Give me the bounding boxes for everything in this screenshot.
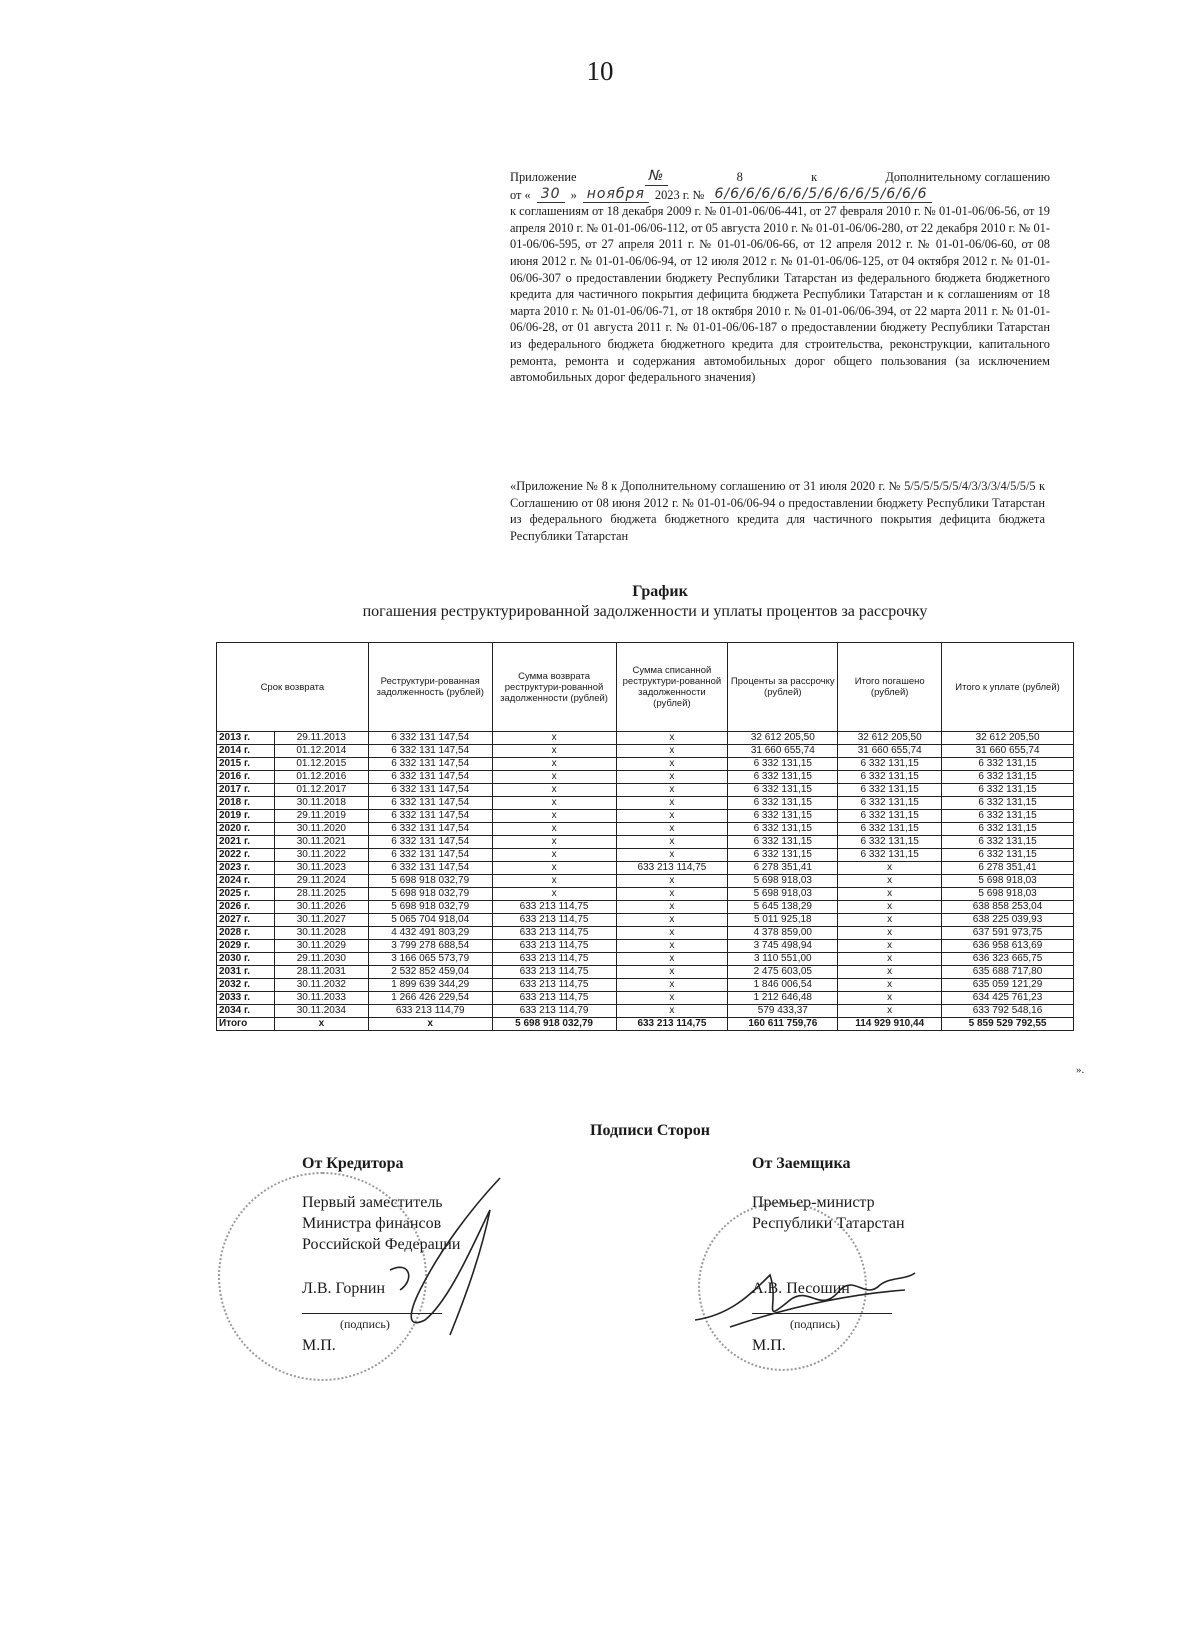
cell-total-repaid: 31 660 655,74 [838,745,942,758]
total-cell-total-repaid: 114 929 910,44 [838,1018,942,1031]
cell-written-off: x [616,771,728,784]
cell-repayment: 633 213 114,79 [492,1005,616,1018]
cell-year: 2032 г. [217,979,275,992]
cell-due-date: 30.11.2018 [274,797,368,810]
cell-total-payable: 6 332 131,15 [942,823,1074,836]
cell-year: 2021 г. [217,836,275,849]
cell-interest: 1 846 006,54 [728,979,838,992]
cell-total-repaid: x [838,901,942,914]
cell-interest: 6 332 131,15 [728,836,838,849]
table-header-row [217,643,1074,732]
cell-written-off: x [616,849,728,862]
cell-total-repaid: x [838,992,942,1005]
page-number: 10 [586,56,614,86]
cell-repayment: x [492,888,616,901]
cell-restructured: 5 065 704 918,04 [368,914,492,927]
cell-written-off: x [616,732,728,745]
cell-total-repaid: 6 332 131,15 [838,797,942,810]
annex-head-line-1 [510,168,1050,186]
cell-year: 2028 г. [217,927,275,940]
total-cell-year: Итого [217,1018,275,1031]
header-total-repaid: Итого погашено (рублей) [838,643,942,732]
cell-due-date: 30.11.2020 [274,823,368,836]
cell-repayment: 633 213 114,75 [492,979,616,992]
cell-written-off: x [616,927,728,940]
cell-repayment: x [492,758,616,771]
cell-interest: 5 698 918,03 [728,875,838,888]
cell-due-date: 01.12.2015 [274,758,368,771]
cell-year: 2029 г. [217,940,275,953]
cell-year: 2016 г. [217,771,275,784]
table-row [217,914,1074,927]
cell-total-repaid: 6 332 131,15 [838,849,942,862]
header-written-off: Сумма списанной реструктури-рованной задолженности (рублей) [616,643,728,732]
total-cell-restructured: x [368,1018,492,1031]
borrower-signature-caption: (подпись) [790,1317,840,1331]
creditor-signature-scribble [380,1170,530,1340]
cell-due-date: 30.11.2026 [274,901,368,914]
cell-due-date: 30.11.2028 [274,927,368,940]
cell-restructured: 3 166 065 573,79 [368,953,492,966]
cell-repayment: x [492,849,616,862]
cell-due-date: 30.11.2032 [274,979,368,992]
total-cell-written-off: 633 213 114,75 [616,1018,728,1031]
cell-year: 2034 г. [217,1005,275,1018]
cell-repayment: x [492,823,616,836]
cell-year: 2017 г. [217,784,275,797]
cell-total-payable: 638 858 253,04 [942,901,1074,914]
cell-year: 2015 г. [217,758,275,771]
cell-total-repaid: 6 332 131,15 [838,771,942,784]
cell-due-date: 30.11.2021 [274,836,368,849]
total-cell-total-payable: 5 859 529 792,55 [942,1018,1074,1031]
cell-written-off: x [616,823,728,836]
table-row [217,966,1074,979]
cell-interest: 6 332 131,15 [728,823,838,836]
cell-total-payable: 5 698 918,03 [942,888,1074,901]
annex-number-sign: № [645,168,669,186]
cell-total-repaid: x [838,979,942,992]
cell-interest: 6 332 131,15 [728,849,838,862]
table-row [217,797,1074,810]
cell-restructured: 5 698 918 032,79 [368,901,492,914]
cell-repayment: x [492,810,616,823]
cell-due-date: 30.11.2027 [274,914,368,927]
cell-due-date: 28.11.2025 [274,888,368,901]
annex-head-line-2 [510,186,1050,204]
cell-written-off: x [616,888,728,901]
cell-total-payable: 5 698 918,03 [942,875,1074,888]
table-row [217,875,1074,888]
cell-written-off: x [616,758,728,771]
cell-total-payable: 635 059 121,29 [942,979,1074,992]
cell-repayment: 633 213 114,75 [492,927,616,940]
annex-year-text: 2023 г. № [654,187,705,202]
cell-year: 2023 г. [217,862,275,875]
cell-repayment: x [492,875,616,888]
cell-due-date: 30.11.2022 [274,849,368,862]
cell-restructured: 1 899 639 344,29 [368,979,492,992]
table-row [217,849,1074,862]
signatures-title: Подписи Сторон [590,1122,710,1139]
annex-number: 8 [736,170,743,184]
cell-written-off: x [616,901,728,914]
annex-date-prefix: от « [510,187,531,202]
cell-repayment: x [492,836,616,849]
cell-restructured: 4 432 491 803,29 [368,927,492,940]
annex-month-handwritten: ноября [583,186,649,204]
cell-restructured: 6 332 131 147,54 [368,745,492,758]
annex-agreement-no-handwritten: 6/6/6/6/6/6/5/6/6/6/5/6/6/6 [710,186,931,204]
cell-repayment: 633 213 114,75 [492,966,616,979]
cell-restructured: 6 332 131 147,54 [368,849,492,862]
cell-repayment: x [492,732,616,745]
cell-restructured: 6 332 131 147,54 [368,836,492,849]
cell-written-off: x [616,875,728,888]
table-row [217,784,1074,797]
cell-due-date: 01.12.2017 [274,784,368,797]
cell-written-off: x [616,966,728,979]
cell-interest: 5 698 918,03 [728,888,838,901]
cell-restructured: 6 332 131 147,54 [368,810,492,823]
annex-k: к [811,170,818,184]
cell-written-off: x [616,992,728,1005]
repayment-schedule-table [216,642,1074,1031]
cell-total-payable: 638 225 039,93 [942,914,1074,927]
cell-total-repaid: x [838,1005,942,1018]
cell-repayment: x [492,862,616,875]
table-row [217,940,1074,953]
cell-repayment: 633 213 114,75 [492,914,616,927]
cell-due-date: 29.11.2019 [274,810,368,823]
cell-year: 2018 г. [217,797,275,810]
cell-restructured: 5 698 918 032,79 [368,875,492,888]
cell-written-off: x [616,914,728,927]
total-cell-due-date: x [274,1018,368,1031]
cell-due-date: 30.11.2023 [274,862,368,875]
cell-written-off: x [616,810,728,823]
cell-total-repaid: 6 332 131,15 [838,758,942,771]
annex-to-agreement: Дополнительному соглашению [885,170,1050,184]
cell-interest: 4 378 859,00 [728,927,838,940]
total-cell-interest: 160 611 759,76 [728,1018,838,1031]
cell-restructured: 6 332 131 147,54 [368,732,492,745]
cell-repayment: x [492,771,616,784]
borrower-name: А.В. Песошин [752,1280,850,1297]
cell-written-off: x [616,1005,728,1018]
cell-total-repaid: x [838,927,942,940]
header-repayment: Сумма возврата реструктури-рованной задолженности (рублей) [492,643,616,732]
table-row [217,862,1074,875]
borrower-signature-scribble [690,1255,920,1335]
cell-year: 2030 г. [217,953,275,966]
cell-total-repaid: 32 612 205,50 [838,732,942,745]
cell-year: 2020 г. [217,823,275,836]
cell-total-payable: 6 278 351,41 [942,862,1074,875]
cell-repayment: x [492,797,616,810]
cell-total-payable: 6 332 131,15 [942,797,1074,810]
cell-written-off: x [616,953,728,966]
cell-interest: 3 745 498,94 [728,940,838,953]
cell-total-payable: 636 323 665,75 [942,953,1074,966]
creditor-signature-caption: (подпись) [340,1317,390,1331]
cell-written-off: x [616,784,728,797]
cell-total-repaid: x [838,953,942,966]
table-row [217,823,1074,836]
cell-total-payable: 637 591 973,75 [942,927,1074,940]
cell-interest: 6 278 351,41 [728,862,838,875]
cell-written-off: x [616,797,728,810]
table-row [217,901,1074,914]
cell-year: 2013 г. [217,732,275,745]
cell-total-payable: 6 332 131,15 [942,758,1074,771]
cell-restructured: 633 213 114,79 [368,1005,492,1018]
cell-interest: 5 011 925,18 [728,914,838,927]
cell-due-date: 29.11.2024 [274,875,368,888]
total-cell-repayment: 5 698 918 032,79 [492,1018,616,1031]
annex-body [510,203,1050,386]
annex-day-handwritten: 30 [537,186,565,204]
cell-interest: 6 332 131,15 [728,784,838,797]
cell-total-payable: 6 332 131,15 [942,849,1074,862]
cell-interest: 1 212 646,48 [728,992,838,1005]
cell-repayment: x [492,784,616,797]
cell-written-off: x [616,979,728,992]
cell-interest: 31 660 655,74 [728,745,838,758]
cell-due-date: 28.11.2031 [274,966,368,979]
cell-restructured: 6 332 131 147,54 [368,771,492,784]
cell-restructured: 3 799 278 688,54 [368,940,492,953]
cell-interest: 579 433,37 [728,1005,838,1018]
cell-year: 2027 г. [217,914,275,927]
cell-year: 2014 г. [217,745,275,758]
creditor-name: Л.В. Горнин [302,1280,386,1297]
closing-mark: ». [1076,1064,1085,1076]
cell-total-payable: 634 425 761,23 [942,992,1074,1005]
annex-date-mid: » [570,187,577,202]
cell-due-date: 29.11.2013 [274,732,368,745]
table-row [217,745,1074,758]
creditor-heading: От Кредитора [302,1155,404,1172]
cell-year: 2025 г. [217,888,275,901]
cell-interest: 5 645 138,29 [728,901,838,914]
cell-year: 2033 г. [217,992,275,1005]
cell-interest: 2 475 603,05 [728,966,838,979]
header-restructured: Реструктури-рованная задолженность (рублей) [368,643,492,732]
cell-due-date: 01.12.2016 [274,771,368,784]
cell-interest: 32 612 205,50 [728,732,838,745]
cell-due-date: 30.11.2033 [274,992,368,1005]
cell-repayment: 633 213 114,75 [492,901,616,914]
cell-written-off: x [616,836,728,849]
table-row [217,732,1074,745]
quoted-annex-header: «Приложение № 8 к Дополнительному соглашению от 31 июля 2020 г. № 5/5/5/5/5/5/4/3/3/3/4/5/5/5 к Соглашению от 08 июня 2012 г. № 01-01-06/06-94 о предоставлении бюджету Республики Татарстан из федерального бюджета бюджетного кредита для частичного покрытия дефицита бюджета Республики Татарстан [510,479,1045,543]
cell-restructured: 6 332 131 147,54 [368,784,492,797]
cell-total-payable: 6 332 131,15 [942,771,1074,784]
cell-total-repaid: x [838,875,942,888]
cell-interest: 3 110 551,00 [728,953,838,966]
cell-total-repaid: x [838,914,942,927]
creditor-position-1: Первый заместитель [302,1194,443,1211]
cell-total-repaid: x [838,862,942,875]
cell-year: 2026 г. [217,901,275,914]
schedule-subtitle: погашения реструктурированной задолженности и уплаты процентов за рассрочку [362,603,928,620]
table-row [217,979,1074,992]
cell-restructured: 5 698 918 032,79 [368,888,492,901]
annex-prefix: Приложение [510,170,577,184]
borrower-position-2: Республики Татарстан [752,1215,905,1232]
cell-year: 2019 г. [217,810,275,823]
cell-restructured: 1 266 426 229,54 [368,992,492,1005]
cell-year: 2024 г. [217,875,275,888]
cell-repayment: 633 213 114,75 [492,953,616,966]
header-interest: Проценты за рассрочку (рублей) [728,643,838,732]
table-row [217,953,1074,966]
creditor-mp: М.П. [302,1337,336,1354]
cell-due-date: 29.11.2030 [274,953,368,966]
cell-interest: 6 332 131,15 [728,810,838,823]
cell-total-repaid: 6 332 131,15 [838,823,942,836]
cell-due-date: 01.12.2014 [274,745,368,758]
borrower-position-1: Премьер-министр [752,1194,875,1211]
cell-total-payable: 6 332 131,15 [942,784,1074,797]
cell-due-date: 30.11.2034 [274,1005,368,1018]
table-row [217,836,1074,849]
cell-restructured: 6 332 131 147,54 [368,862,492,875]
cell-total-payable: 6 332 131,15 [942,810,1074,823]
cell-total-repaid: x [838,940,942,953]
cell-total-payable: 32 612 205,50 [942,732,1074,745]
cell-total-repaid: 6 332 131,15 [838,836,942,849]
header-total-payable: Итого к уплате (рублей) [942,643,1074,732]
cell-interest: 6 332 131,15 [728,771,838,784]
cell-interest: 6 332 131,15 [728,797,838,810]
cell-total-repaid: x [838,888,942,901]
table-row [217,927,1074,940]
borrower-mp: М.П. [752,1337,786,1354]
header-term: Срок возврата [217,643,369,732]
cell-due-date: 30.11.2029 [274,940,368,953]
cell-restructured: 6 332 131 147,54 [368,758,492,771]
cell-total-payable: 635 688 717,80 [942,966,1074,979]
table-row [217,758,1074,771]
table-row [217,992,1074,1005]
borrower-heading: От Заемщика [752,1155,851,1172]
cell-repayment: 633 213 114,75 [492,992,616,1005]
cell-repayment: 633 213 114,75 [492,940,616,953]
cell-restructured: 6 332 131 147,54 [368,823,492,836]
table-row [217,810,1074,823]
table-row [217,771,1074,784]
cell-written-off: 633 213 114,75 [616,862,728,875]
creditor-position-3: Российской Федерации [302,1236,461,1253]
cell-total-payable: 636 958 613,69 [942,940,1074,953]
cell-total-repaid: 6 332 131,15 [838,810,942,823]
cell-total-payable: 633 792 548,16 [942,1005,1074,1018]
creditor-position-2: Министра финансов [302,1215,442,1232]
cell-total-repaid: 6 332 131,15 [838,784,942,797]
cell-written-off: x [616,745,728,758]
table-row [217,1005,1074,1018]
cell-written-off: x [616,940,728,953]
cell-interest: 6 332 131,15 [728,758,838,771]
cell-year: 2022 г. [217,849,275,862]
cell-total-repaid: x [838,966,942,979]
cell-year: 2031 г. [217,966,275,979]
cell-total-payable: 6 332 131,15 [942,836,1074,849]
cell-restructured: 6 332 131 147,54 [368,797,492,810]
table-row [217,888,1074,901]
annex-body-text: к соглашениям от 18 декабря 2009 г. № 01-01-06/06-441, от 27 февраля 2010 г. № 01-01-06/06-56, от 19 апреля 2010 г. № 01-01-06/06-112, от 05 августа 2010 г. № 01-01-06/06-280, от 22 декабря 2010 г. № 01-01-06/06-595, от 27 апреля 2011 г. № 01-01-06/06-66, от 12 апреля 2012 г. № 01-01-06/06-60, от 08 июня 2012 г. № 01-01-06/06-94, от 12 июля 2012 г. № 01-01-06/06-125, от 04 октября 2012 г. № 01-01-06/06-307 о предоставлении бюджету Республики Татарстан из федерального бюджета бюджетного кредита для частичного покрытия дефицита бюджета Республики Татарстан и к соглашениям от 18 марта 2010 г. № 01-01-06/06-71, от 18 октября 2010 г. № 01-01-06/06-394, от 22 марта 2011 г. № 01-01-06/06-28, от 01 августа 2011 г. № 01-01-06/06-187 о предоставлении бюджету Республики Татарстан из федерального бюджета бюджетного кредита для строительства, реконструкции, капитального ремонта, ремонта и содержания автомобильных дорог общего пользования (за исключением автомобильных дорог федерального значения) [510,204,1050,385]
cell-total-payable: 31 660 655,74 [942,745,1074,758]
schedule-title: График [632,583,688,600]
annex-header [510,168,1050,386]
cell-restructured: 2 532 852 459,04 [368,966,492,979]
schedule-body [217,732,1074,1031]
table-total-row [217,1018,1074,1031]
cell-repayment: x [492,745,616,758]
